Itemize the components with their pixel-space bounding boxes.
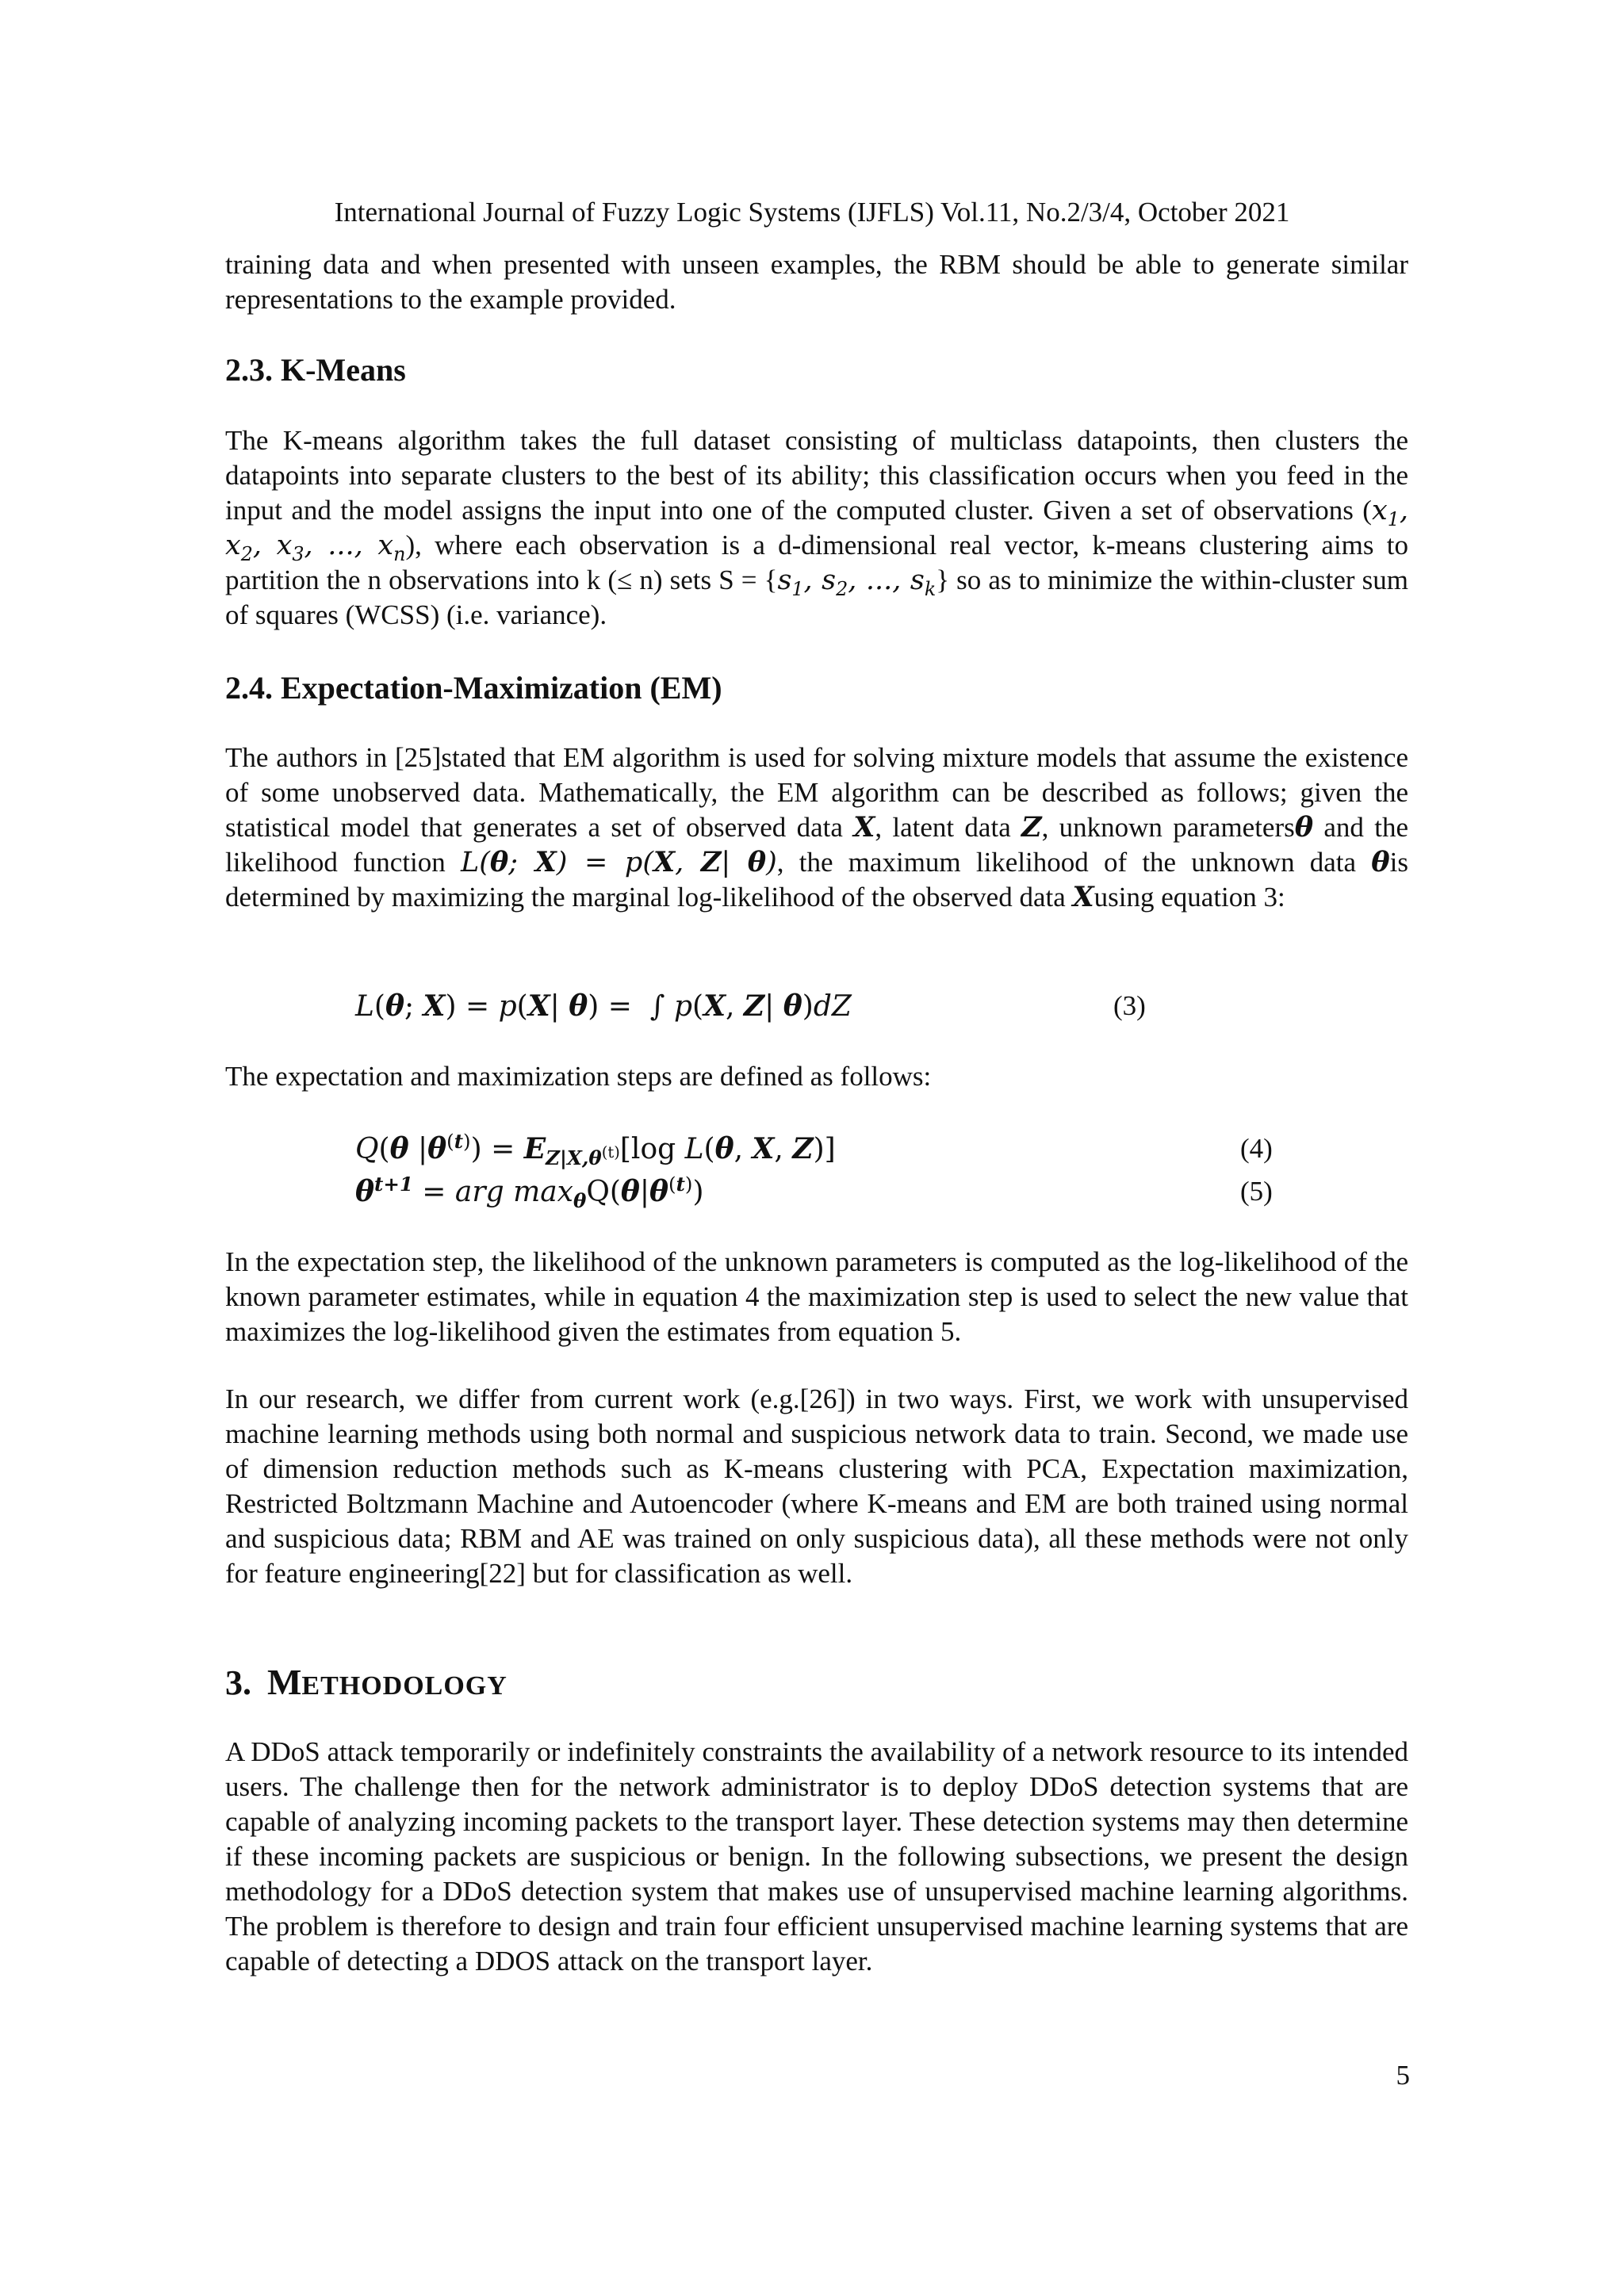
em-paragraph-4-block [225, 1382, 1408, 1591]
em-text-6: is determined by maximizing the marginal log-likelihood of the observed data [225, 847, 1408, 913]
equation-4: Q(θ $|\theta^{(t)}) = E_{Z|X,\theta^{(t)}}[\log$ L(θ, X, Z)] [355, 1130, 836, 1170]
section-2-3-body [225, 423, 1408, 633]
em-paragraph [225, 740, 1408, 915]
page-number: 5 [1396, 2060, 1410, 2091]
equation-3-number: (3) [1113, 990, 1146, 1021]
section-3-heading-block [225, 1660, 1408, 1709]
symbol-theta-2: θ [1371, 846, 1390, 878]
section-3-title-initial: M [267, 1662, 302, 1702]
section-2-3-heading-block [225, 350, 1408, 390]
em-text-4: and the likelihood function [225, 812, 1408, 878]
section-3-number: 3. [225, 1663, 251, 1702]
running-header: International Journal of Fuzzy Logic Systems (IJFLS) Vol.11, No.2/3/4, October 2021 [334, 197, 1290, 228]
equation-4-number: (4) [1240, 1133, 1273, 1164]
kmeans-text-3: } so as to minimize the within-cluster sum of squares (WCSS) (i.e. variance). [225, 564, 1409, 630]
likelihood-formula: L(θ; X) = p(X, Z| θ) [460, 846, 777, 878]
section-2-4-body [225, 740, 1408, 915]
kmeans-paragraph [225, 423, 1408, 633]
section-2-4-heading-block [225, 668, 1408, 708]
section-3-body [225, 1735, 1408, 1979]
em-text-5: , the maximum likelihood of the unknown data [776, 847, 1372, 878]
methodology-paragraph: A DDoS attack temporarily or indefinitely constraints the availability of a network resource to its intended users. The challenge then for the network administrator is to deploy DDoS detection systems that are capable of analyzing incoming packets to the transport layer. These detection systems may then determine if these incoming packets are suspicious or benign. In the following subsections, we present the design methodology for a DDoS detection system that makes use of unsupervised machine learning algorithms. The problem is therefore to design and train four efficient unsupervised machine learning systems that are capable of detecting a DDOS attack on the transport layer. [225, 1736, 1408, 1976]
intro-paragraph-block [225, 247, 1408, 317]
section-3-title-rest: ETHODOLOGY [301, 1671, 508, 1701]
kmeans-text-1: The K-means algorithm takes the full dataset consisting of multiclass datapoints, then clusters the datapoints into separate clusters to the best of its ability; this classification occurs when you feed in the input and the model assigns the input into one of the computed cluster. Given a set of observations ( [225, 425, 1408, 526]
symbol-theta: θ [1294, 811, 1314, 844]
symbol-Z: Z [1021, 811, 1042, 844]
section-3-heading [225, 1660, 1408, 1709]
em-steps-explanation: In the expectation step, the likelihood of the unknown parameters is computed as the log-likelihood of the known parameter estimates, while in equation 4 the maximization step is used to select the new value that maximizes the log-likelihood given the estimates from equation 5. [225, 1246, 1408, 1347]
equation-5-number: (5) [1240, 1176, 1273, 1207]
symbol-X-2: X [1072, 881, 1094, 913]
symbol-X: X [853, 811, 875, 844]
em-text-2: , latent data [875, 812, 1022, 843]
em-text-1: The authors in [25]stated that EM algorithm is used for solving mixture models that assume the existence of some unobserved data. Mathematically, the EM algorithm can be described as follows; given the statistical model that generates a set of observed data [225, 742, 1408, 843]
em-paragraph-3-block [225, 1245, 1408, 1349]
em-text-3: , unknown parameters [1041, 812, 1295, 843]
equation-3: L(θ; X) = p(X| θ) = ∫ p(X, Z| θ)dZ [355, 989, 852, 1023]
em-steps-intro: The expectation and maximization steps are defined as follows: [225, 1061, 932, 1092]
research-difference-paragraph: In our research, we differ from current work (e.g.[26]) in two ways. First, we work with unsupervised machine learning methods using both normal and suspicious network data to train. Second, we made use of dimension reduction methods such as K-means clustering with PCA, Expectation maximization, Restricted Boltzmann Machine and Autoencoder (where K-means and EM are both trained using normal and suspicious data; RBM and AE was trained on only suspicious data), all these methods were not only for feature engineering[22] but for classification as well. [225, 1383, 1408, 1589]
cluster-set-formula: $s_1$, $s_2$, ..., $s_k$ [777, 564, 936, 600]
section-2-4-heading: 2.4. Expectation-Maximization (EM) [225, 670, 722, 706]
observation-set-formula: $x_1$, $x_2$, $x_3$, ..., $x_n$ [225, 495, 1408, 565]
em-text-7: using equation 3: [1094, 882, 1285, 913]
kmeans-text-2: ), where each observation is a d-dimensional real vector, k-means clustering aims to partition the n observations into k (≤ n) sets S = { [225, 530, 1408, 595]
intro-paragraph: training data and when presented with unseen examples, the RBM should be able to generate similar representations to the example provided. [225, 249, 1408, 315]
section-2-3-heading: 2.3. K-Means [225, 352, 406, 388]
em-steps-intro-block [225, 1059, 1408, 1094]
equation-5: $\theta^{t+1}$ = arg $\max_\theta Q(\theta|\theta^{(t)})$ [355, 1173, 704, 1213]
